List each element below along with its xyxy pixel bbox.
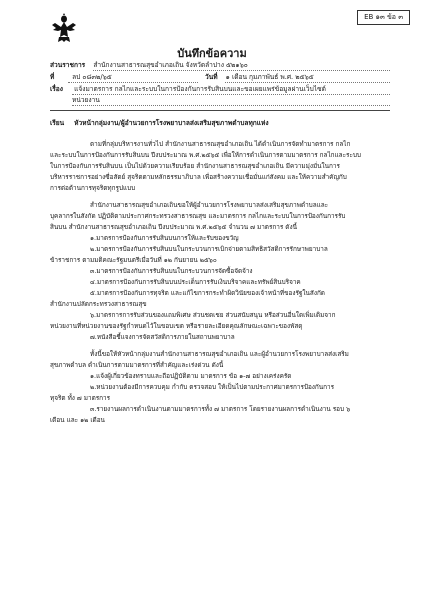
agency-row — [50, 61, 248, 70]
reference-box: EB ๑๓ ข้อ ๓ — [357, 10, 410, 25]
measure-item: ๗.หนังสือชี้แจงการจัดสวัสดิการภายในสถานพยาบาล — [90, 333, 235, 341]
attention-label: เรียน — [50, 119, 65, 127]
agency-dotline — [93, 70, 390, 71]
measure-item: ๑.มาตรการป้องกันการรับสินบนการให้และรับของขวัญ — [90, 234, 239, 242]
para1-line: บริหารราชการอย่างซื่อสัตย์ สุจริตตามหลักธรรมาภิบาล เพื่อสร้างความเชื่อมั่นแก่สังคม และให้ความสำคัญกับ — [50, 173, 347, 181]
subject-dotline — [72, 94, 390, 95]
para3-line: สุขภาพตำบล ดำเนินการตามมาตรการที่สำคัญและเร่งด่วน ดังนี้ — [50, 361, 224, 369]
attention-value: หัวหน้ากลุ่มงาน/ผู้อำนวยการโรงพยาบาลส่งเสริมสุขภาพตำบลทุกแห่ง — [74, 119, 269, 127]
action-item-cont: ทุจริต ทั้ง ๗ มาตรการ — [50, 394, 111, 402]
subject-label: เรื่อง — [50, 85, 63, 93]
measure-item-cont: สำนักงานปลัดกระทรวงสาธารณสุข — [50, 300, 147, 308]
measure-item: ๒.มาตรการป้องกันการรับสินบนในกระบวนการเบิกจ่ายตามสิทธิสวัสดิการรักษาพยาบาล — [90, 245, 328, 253]
para1-line: การต่อต้านการทุจริตทุกรูปแบบ — [50, 184, 136, 192]
measure-item-cont: หน่วยงานที่หน่วยงานของรัฐกำหนดไว้ในขอบเขต หรือรายละเอียดคุณลักษณะเฉพาะของพัสดุ — [50, 322, 303, 330]
memo-body — [50, 139, 390, 426]
para2-line: สำนักงานสาธารณสุขอำเภอเถินขอให้ผู้อำนวยการโรงพยาบาลส่งเสริมสุขภาพตำบลและ — [90, 201, 329, 209]
subject-dotline-2 — [72, 105, 390, 106]
measure-item: ๕.มาตรการป้องกันการทุจริต และแก้ไขการกระทำผิดวินัยของเจ้าหน้าที่ของรัฐในสังกัด — [90, 289, 325, 297]
subject-row — [50, 85, 326, 94]
date-value: ๑ เดือน กุมภาพันธ์ พ.ศ. ๒๕๖๕ — [225, 73, 314, 81]
measure-item-cont: ข้าราชการ ตามมติคณะรัฐมนตรีเมื่อวันที่ ๑๒ กันยายน ๒๕๖๐ — [50, 256, 217, 264]
measure-item: ๖.มาตรการการรับส่วนของแถมพิเศษ ส่วนชดเชย ส่วนสนับสนุน หรือส่วนอื่นใดเพิ่มเติมจาก — [90, 311, 336, 319]
agency-label: ส่วนราชการ — [50, 61, 86, 69]
action-item: ๒.หน่วยงานต้องมีการควบคุม กำกับ ตรวจสอบ ให้เป็นไปตามประกาศมาตรการป้องกันการ — [90, 383, 335, 391]
measure-item: ๓.มาตรการป้องกันการรับสินบนในกระบวนการจัดซื้อจัดจ้าง — [90, 267, 253, 275]
number-label: ที่ — [50, 73, 55, 81]
subject-value: แจ้งมาตรการ กลไกและระบบในการป้องกันการรับสินบนและขอเผยแพร่ข้อมูลผ่านเว็บไซต์ — [74, 85, 326, 93]
para1-line: ตามที่กลุ่มบริหารงานทั่วไป สำนักงานสาธารณสุขอำเภอเถิน ได้ดำเนินการจัดทำมาตรการ กลไก — [90, 140, 351, 148]
agency-value: สำนักงานสาธารณสุขอำเภอเถิน จังหวัดลำปาง ๕๒๑๖๐ — [93, 61, 248, 69]
para1-line: และระบบในการป้องกันการรับสินบน ปีงบประมาณ พ.ศ.๒๕๖๕ เพื่อให้การดำเนินการตามมาตรการ กลไกและระบบ — [50, 151, 361, 159]
header-divider — [50, 110, 390, 111]
action-item: ๑.แจ้งผู้เกี่ยวข้องทราบและถือปฏิบัติตาม มาตรการ ข้อ ๑-๗ อย่างเคร่งครัด — [90, 372, 292, 380]
para2-line: บุคลากรในสังกัด ปฏิบัติตามประกาศกระทรวงสาธารณสุข และมาตรการ กลไกและระบบในการป้องกันการรับ — [50, 212, 346, 220]
subject-continuation: หน่วยงาน — [72, 96, 100, 104]
number-row — [50, 73, 112, 82]
number-dotline — [68, 82, 198, 83]
date-row — [205, 73, 314, 82]
page-title: บันทึกข้อความ — [177, 47, 247, 60]
attention-row — [50, 119, 269, 128]
action-item-cont: เดือน และ ๑๒ เดือน — [50, 416, 105, 424]
date-label: วันที่ — [205, 73, 218, 81]
para1-line: ในการป้องกันการรับสินบน เป็นไปด้วยความเรียบร้อย สำนักงานสาธารณสุขอำเภอเถิน มีความมุ่งมั่นในการ — [50, 162, 340, 170]
para3-line: ทั้งนี้ขอให้หัวหน้ากลุ่มงานสำนักงานสาธารณสุขอำเภอเถิน และผู้อำนวยการโรงพยาบาลส่งเสริม — [90, 350, 349, 358]
number-value: ลป ๐๘๓๒/๖๕ — [72, 73, 112, 81]
garuda-emblem-icon — [50, 13, 78, 43]
date-dotline — [225, 82, 390, 83]
para2-line: สินบน สำนักงานสาธารณสุขอำเภอเถิน ปีงบประมาณ พ.ศ.๒๕๖๕ จำนวน ๗ มาตรการ ดังนี้ — [50, 223, 297, 231]
measure-item: ๔.มาตรการป้องกันการรับสินบนประเด็นการรับเงินบริจาคและทรัพย์สินบริจาค — [90, 278, 301, 286]
action-item: ๓.รายงานผลการดำเนินงานตามมาตรการทั้ง ๗ มาตรการ โดยรายงานผลการดำเนินงาน รอบ ๖ — [90, 405, 351, 413]
